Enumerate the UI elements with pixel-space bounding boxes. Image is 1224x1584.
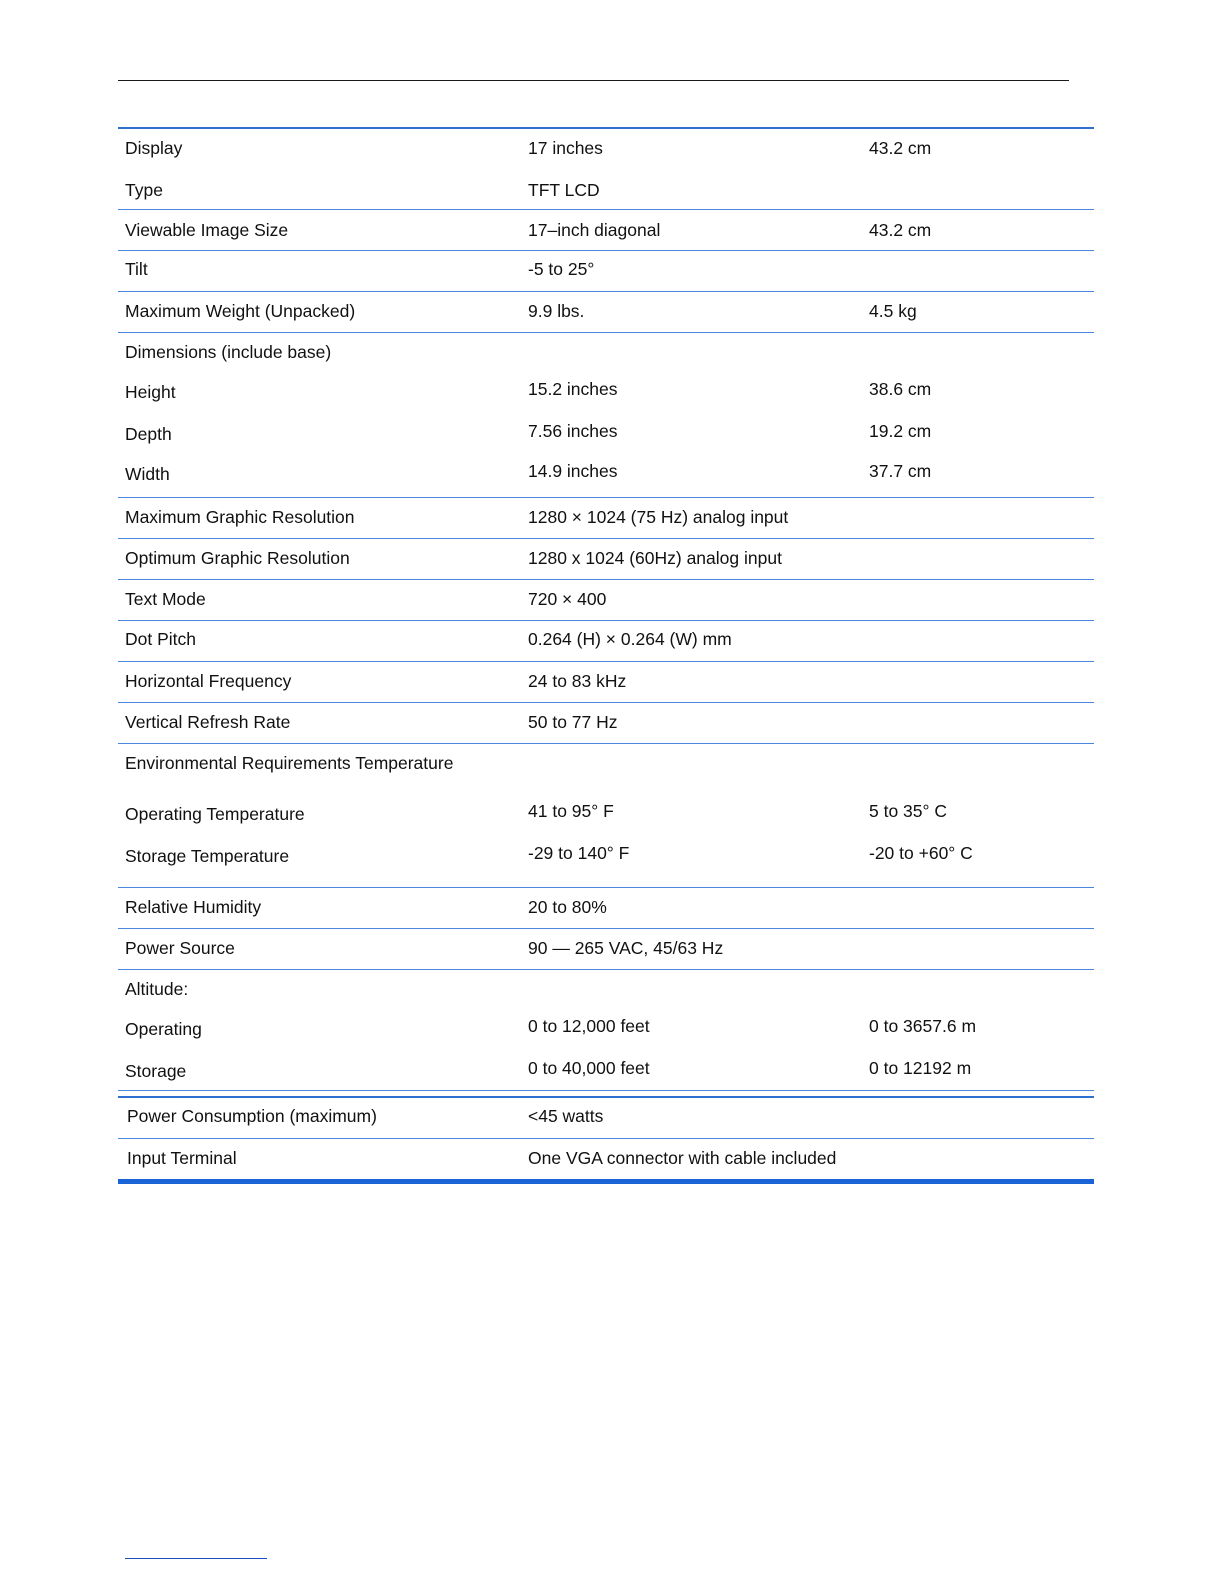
spec-row-type xyxy=(118,180,1094,209)
spec-label: Maximum Graphic Resolution xyxy=(125,507,355,527)
spec-value-metric: 0 to 3657.6 m xyxy=(869,1016,977,1036)
spec-label: Display xyxy=(125,138,183,158)
spec-row-horizontal-frequency xyxy=(118,671,1094,702)
spec-row-relative-humidity xyxy=(118,897,1094,928)
spec-value-imperial: <45 watts xyxy=(528,1106,604,1126)
spec-label: Power Source xyxy=(125,938,235,958)
spec-label: Operating Temperature xyxy=(125,804,305,824)
spec-group xyxy=(118,1098,1094,1139)
spec-value-imperial: -5 to 25° xyxy=(528,259,595,279)
spec-label: Environmental Requirements Temperature xyxy=(125,753,454,773)
spec-row-width xyxy=(118,461,1094,497)
spec-label: Depth xyxy=(125,424,172,444)
spec-row-dimensions-include-base xyxy=(118,342,1094,382)
spec-label: Relative Humidity xyxy=(125,897,262,917)
spec-row-height xyxy=(118,379,1094,424)
spec-value-imperial: -29 to 140° F xyxy=(528,843,630,863)
spec-value-metric: 5 to 35° C xyxy=(869,801,948,821)
spec-row-dot-pitch xyxy=(118,629,1094,661)
spec-row-depth xyxy=(118,421,1094,464)
spec-value-imperial: 17 inches xyxy=(528,138,603,158)
spec-label: Optimum Graphic Resolution xyxy=(125,548,350,568)
spec-group xyxy=(118,621,1094,662)
spec-value-imperial: 14.9 inches xyxy=(528,461,618,481)
spec-value-imperial: TFT LCD xyxy=(528,180,600,200)
spec-label: Input Terminal xyxy=(127,1148,237,1168)
spec-value-imperial: 15.2 inches xyxy=(528,379,618,399)
spec-label: Dimensions (include base) xyxy=(125,342,332,362)
spec-group xyxy=(118,292,1094,333)
spec-value-imperial: 0 to 12,000 feet xyxy=(528,1016,650,1036)
spec-row-maximum-weight-unpacked xyxy=(118,301,1094,332)
spec-row-viewable-image-size xyxy=(118,220,1094,250)
spec-label: Horizontal Frequency xyxy=(125,671,292,691)
spec-row-storage xyxy=(118,1058,1094,1090)
spec-value-metric: 38.6 cm xyxy=(869,379,932,399)
spec-group xyxy=(118,703,1094,744)
spec-value-imperial: 17–inch diagonal xyxy=(528,220,661,240)
spec-value-imperial: 9.9 lbs. xyxy=(528,301,585,321)
spec-value-imperial: 20 to 80% xyxy=(528,897,607,917)
spec-value-imperial: 41 to 95° F xyxy=(528,801,614,821)
spec-label: Maximum Weight (Unpacked) xyxy=(125,301,356,321)
spec-group xyxy=(118,1139,1094,1179)
spec-row-tilt xyxy=(118,259,1094,291)
spec-row-text-mode xyxy=(118,589,1094,620)
spec-value-metric: -20 to +60° C xyxy=(869,843,973,863)
spec-row-storage-temperature xyxy=(118,843,1094,887)
spec-group xyxy=(118,210,1094,251)
spec-row-optimum-graphic-resolution xyxy=(118,548,1094,579)
spec-group xyxy=(118,129,1094,210)
spec-value-metric: 43.2 cm xyxy=(869,220,932,240)
spec-row-operating xyxy=(118,1016,1094,1061)
spec-value-imperial: One VGA connector with cable included xyxy=(528,1148,837,1168)
spec-label: Dot Pitch xyxy=(125,629,196,649)
spec-row-power-consumption-maximum xyxy=(118,1106,1094,1138)
spec-group xyxy=(118,333,1094,498)
spec-group xyxy=(118,498,1094,539)
spec-group xyxy=(118,929,1094,970)
spec-group xyxy=(118,580,1094,621)
spec-label: Tilt xyxy=(125,259,148,279)
spec-label: Vertical Refresh Rate xyxy=(125,712,291,732)
spec-row-environmental-requirements-temperature xyxy=(118,753,1094,804)
spec-group xyxy=(118,662,1094,703)
spec-group xyxy=(118,251,1094,292)
spec-row-vertical-refresh-rate xyxy=(118,712,1094,743)
spec-value-metric: 0 to 12192 m xyxy=(869,1058,972,1078)
footer-rule xyxy=(125,1558,267,1559)
spec-row-altitude xyxy=(118,979,1094,1019)
spec-group xyxy=(118,888,1094,929)
spec-label: Type xyxy=(125,180,163,200)
spec-group xyxy=(118,539,1094,580)
spec-row-maximum-graphic-resolution xyxy=(118,507,1094,538)
spec-label: Width xyxy=(125,464,170,484)
spec-label: Text Mode xyxy=(125,589,206,609)
spec-value-imperial: 7.56 inches xyxy=(528,421,618,441)
spec-value-imperial: 24 to 83 kHz xyxy=(528,671,627,691)
spec-value-metric: 19.2 cm xyxy=(869,421,932,441)
spec-value-imperial: 90 — 265 VAC, 45/63 Hz xyxy=(528,938,724,958)
spec-row-power-source xyxy=(118,938,1094,969)
header-rule xyxy=(118,80,1069,81)
spec-value-imperial: 1280 x 1024 (60Hz) analog input xyxy=(528,548,782,568)
spec-value-metric: 4.5 kg xyxy=(869,301,917,321)
spec-value-imperial: 1280 × 1024 (75 Hz) analog input xyxy=(528,507,789,527)
spec-table xyxy=(118,127,1094,1091)
spec-row-input-terminal xyxy=(118,1148,1094,1179)
spec-label: Operating xyxy=(125,1019,202,1039)
spec-row-operating-temperature xyxy=(118,801,1094,846)
spec-group xyxy=(118,744,1094,888)
power-spec-table xyxy=(118,1096,1094,1184)
spec-label: Height xyxy=(125,382,176,402)
spec-value-metric: 43.2 cm xyxy=(869,138,932,158)
spec-value-imperial: 0.264 (H) × 0.264 (W) mm xyxy=(528,629,732,649)
spec-value-imperial: 720 × 400 xyxy=(528,589,607,609)
spec-value-imperial: 0 to 40,000 feet xyxy=(528,1058,650,1078)
spec-label: Storage Temperature xyxy=(125,846,290,866)
spec-group xyxy=(118,970,1094,1091)
spec-value-imperial: 50 to 77 Hz xyxy=(528,712,618,732)
spec-label: Viewable Image Size xyxy=(125,220,289,240)
spec-label: Altitude: xyxy=(125,979,189,999)
spec-value-metric: 37.7 cm xyxy=(869,461,932,481)
spec-label: Storage xyxy=(125,1061,187,1081)
spec-row-display xyxy=(118,138,1094,180)
spec-label: Power Consumption (maximum) xyxy=(127,1106,377,1126)
